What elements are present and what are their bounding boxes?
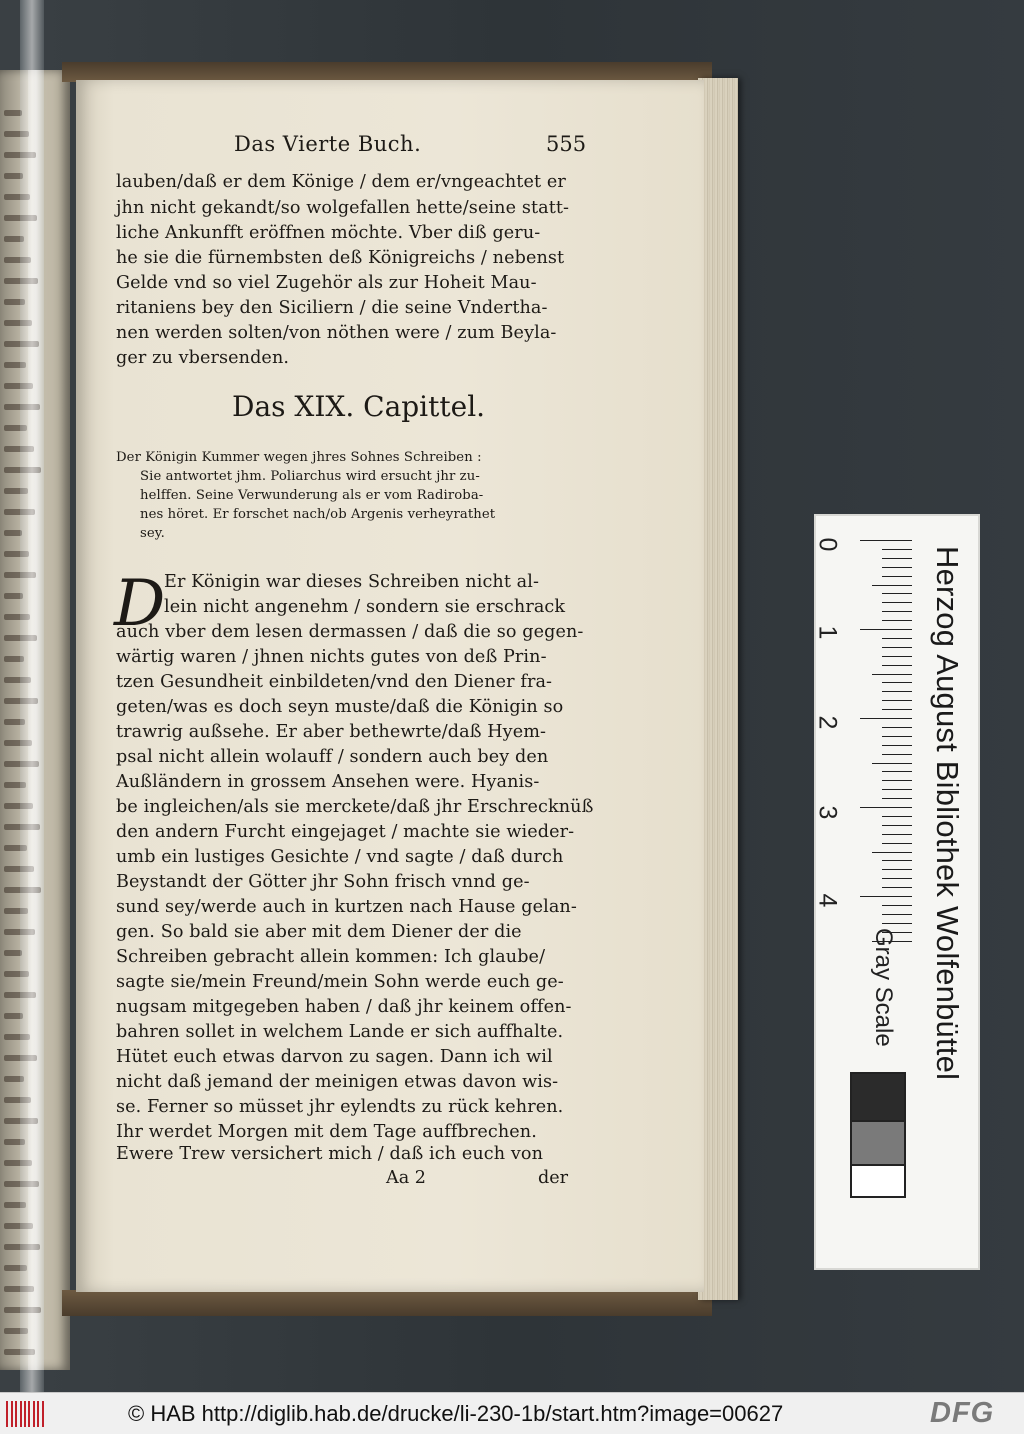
ruler-tick (872, 763, 912, 764)
text-line: tzen Gesundheit einbildeten/vnd den Diener fra- (116, 672, 553, 692)
text-line: be ingleichen/als sie merckete/daß jhr Erschrecknüß (116, 797, 594, 817)
ruler-tick (882, 682, 912, 683)
ruler-tick (882, 914, 912, 915)
page-block-edge (698, 78, 738, 1300)
summary-line: nes höret. Er forschet nach/ob Argenis verheyrathet (140, 507, 496, 522)
logo-bar (28, 1401, 30, 1427)
logo-bar (15, 1401, 17, 1427)
ruler-tick (882, 576, 912, 577)
text-line: wärtig waren / jhnen nichts gutes von deß Prin- (116, 647, 547, 667)
text-line: trawrig außsehe. Er aber bethewrte/daß Hyem- (116, 722, 547, 742)
ruler-tick (882, 736, 912, 737)
ruler-tick (882, 825, 912, 826)
text-line: nicht daß jemand der meinigen etwas davon wis- (116, 1072, 559, 1092)
ruler-tick (882, 745, 912, 746)
ruler-tick (882, 665, 912, 666)
text-line: Ewere Trew versichert mich / daß ich euch von (116, 1144, 544, 1164)
text-line: gen. So bald sie aber mit dem Diener der die (116, 922, 522, 942)
text-line: sund sey/werde auch in kurtzen nach Hause gelan- (116, 897, 577, 917)
ruler-tick (882, 878, 912, 879)
ruler-tick (882, 780, 912, 781)
text-line: jhn nicht gekandt/so wolgefallen hette/seine statt- (116, 198, 570, 218)
text-line: Hütet euch etwas darvon zu sagen. Dann ich wil (116, 1047, 553, 1067)
ruler-tick (882, 620, 912, 621)
logo-bar (42, 1401, 44, 1427)
text-line: nen werden solten/von nöthen were / zum Beyla- (116, 323, 557, 343)
ruler-tick (882, 593, 912, 594)
swatch-mid (850, 1120, 906, 1166)
summary-line: helffen. Seine Verwunderung als er vom Radiroba- (140, 488, 484, 503)
dfg-logo: DFG (930, 1397, 995, 1429)
logo-bar (11, 1401, 13, 1427)
ruler-tick (872, 585, 912, 586)
logo-bar (33, 1401, 35, 1427)
ruler-tick (882, 816, 912, 817)
text-line: Außländern in grossem Ansehen were. Hyanis- (116, 772, 540, 792)
text-line: se. Ferner so müsset jhr eylendts zu rück kehren. (116, 1097, 564, 1117)
ruler-tick (882, 656, 912, 657)
swatch-white (850, 1164, 906, 1198)
ruler-number: 2 (813, 715, 842, 730)
ruler-tick (872, 674, 912, 675)
ruler-tick (882, 691, 912, 692)
running-head: Das Vierte Buch. (234, 132, 422, 156)
ruler-tick (882, 834, 912, 835)
ruler-number: 3 (813, 805, 842, 820)
logo-bar (6, 1401, 8, 1427)
summary-line: Sie antwortet jhm. Poliarchus wird ersucht jhr zu- (140, 469, 480, 484)
ruler-tick (882, 789, 912, 790)
ruler-tick (882, 754, 912, 755)
hab-logo-icon (6, 1401, 46, 1427)
text-line: nugsam mitgegeben haben / daß jhr keinem offen- (116, 997, 572, 1017)
logo-bar (24, 1401, 26, 1427)
text-line: sagte sie/mein Freund/mein Sohn werde euch ge- (116, 972, 564, 992)
ruler-tick (882, 602, 912, 603)
text-line: geten/was es doch seyn muste/daß die Königin so (116, 697, 564, 717)
ruler-tick (882, 887, 912, 888)
page-number: 555 (546, 132, 587, 156)
text-line: bahren sollet in welchem Lande er sich auffhalte. (116, 1022, 564, 1042)
text-line: psal nicht allein wolauff / sondern auch bey den (116, 747, 549, 767)
text-line: auch vber dem lesen dermassen / daß die so gegen- (116, 622, 584, 642)
ruler-tick (882, 647, 912, 648)
signature-mark: Aa 2 (386, 1168, 426, 1188)
ruler-tick (882, 905, 912, 906)
catchword: der (538, 1168, 569, 1188)
text-line: lein nicht angenehm / sondern sie erschrack (164, 597, 566, 617)
text-line: Beystandt der Götter jhr Sohn frisch vnnd ge- (116, 872, 530, 892)
ruler-number: 0 (813, 537, 842, 552)
logo-bar (37, 1401, 39, 1427)
gray-scale-label: Gray Scale (870, 928, 897, 1047)
drop-cap-initial: D (114, 567, 166, 641)
text-line: he sie die fürnembsten deß Königreichs / nebenst (116, 248, 565, 268)
text-line: Ihr werdet Morgen mit dem Tage auffbrechen. (116, 1122, 537, 1142)
text-line: lauben/daß er dem Königе / dem er/vngeachtet er (116, 172, 566, 192)
text-line: liche Ankunfft eröffnen möchte. Vber diß geru- (116, 223, 541, 243)
ruler-number: 1 (813, 625, 842, 640)
ruler-tick (882, 843, 912, 844)
copyright-url: © HAB http://diglib.hab.de/drucke/li-230-1b/start.htm?image=00627 (128, 1401, 784, 1426)
ruler-tick (882, 923, 912, 924)
chapter-title: Das XIX. Capittel. (232, 390, 486, 423)
text-line: den andern Furcht eingejaget / machte sie wieder- (116, 822, 575, 842)
ruler-tick (882, 638, 912, 639)
text-line: ritaniens bey den Siciliern / die seine Vndertha- (116, 298, 548, 318)
ruler-tick (882, 549, 912, 550)
ruler-tick (860, 718, 912, 719)
ruler-tick (860, 540, 912, 541)
ruler-tick (882, 611, 912, 612)
text-line: umb ein lustiges Gesichte / vnd sagte / daß durch (116, 847, 564, 867)
text-line: Schreiben gebracht allein kommen: Ich glaube/ (116, 947, 546, 967)
ruler-tick (882, 869, 912, 870)
summary-line: Der Königin Kummer wegen jhres Sohnes Schreiben : (116, 450, 482, 465)
ruler-tick (882, 727, 912, 728)
text-line: Gelde vnd so viel Zugehör als zur Hoheit Mau- (116, 273, 537, 293)
ruler-tick (882, 798, 912, 799)
ruler-tick (882, 860, 912, 861)
ruler-tick (872, 852, 912, 853)
book-page (76, 80, 704, 1292)
ruler-tick (882, 771, 912, 772)
ruler-tick (860, 807, 912, 808)
glass-holder-rod (20, 0, 44, 1392)
ruler-tick (882, 558, 912, 559)
swatch-dark (850, 1072, 906, 1122)
book-cover-bottom-edge (62, 1290, 712, 1316)
book-cover-top-edge (62, 62, 712, 82)
ruler-tick (882, 567, 912, 568)
gray-scale-card (814, 514, 980, 1270)
footer-bar (0, 1392, 1024, 1434)
text-line: ger zu vbersenden. (116, 348, 290, 368)
text-line: Er Königin war dieses Schreiben nicht al- (164, 572, 540, 592)
ruler-tick (882, 700, 912, 701)
ruler-tick (860, 896, 912, 897)
ruler-tick (860, 629, 912, 630)
ruler-tick (882, 709, 912, 710)
institution-label: Herzog August Bibliothek Wolfenbüttel (930, 546, 965, 1081)
ruler-number: 4 (813, 893, 842, 908)
summary-line: sey. (140, 526, 165, 541)
logo-bar (20, 1401, 22, 1427)
